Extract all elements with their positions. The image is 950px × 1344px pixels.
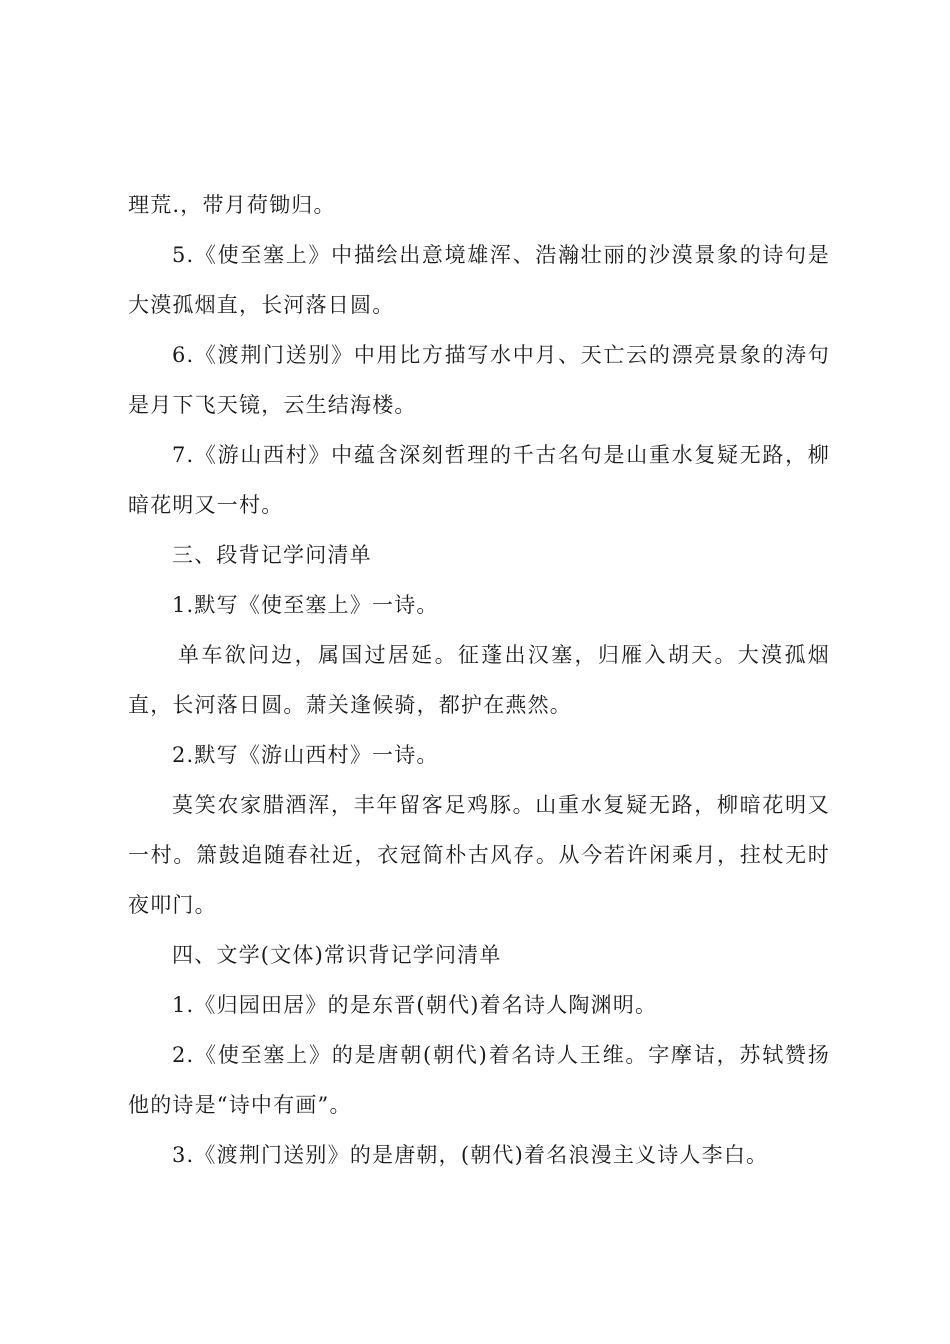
paragraph-dictation-2: 2.默写《游山西村》一诗。 <box>172 743 439 767</box>
paragraph-item-5: 5.《使至塞上》中描绘出意境雄浑、浩瀚壮丽的沙漠景象的诗句是大漠孤烟直，长河落日圆。 <box>128 243 830 317</box>
paragraph-literature-3: 3.《渡荆门送别》的是唐朝，(朝代)着名浪漫主义诗人李白。 <box>172 1143 769 1167</box>
paragraph-item-6: 6.《渡荆门送别》中用比方描写水中月、天亡云的漂亮景象的涛句是月下飞天镜，云生结海楼。 <box>128 343 830 417</box>
paragraph-continuation: 理荒.，带月荷锄归。 <box>128 193 336 217</box>
paragraph-dictation-1: 1.默写《使至塞上》一诗。 <box>172 593 439 617</box>
section-heading-3: 三、段背记学问清单 <box>172 543 372 567</box>
poem-text-2: 莫笑农家腊酒浑，丰年留客足鸡豚。山重水复疑无路，柳暗花明又一村。箫鼓追随春社近，衣冠简朴古风存。从今若许闲乘月，拄杖无时夜叩门。 <box>128 793 830 917</box>
section-heading-4: 四、文学(文体)常识背记学问清单 <box>172 943 502 967</box>
document-body <box>128 180 830 1180</box>
paragraph-literature-1: 1.《归园田居》的是东晋(朝代)着名诗人陶渊明。 <box>172 993 658 1017</box>
paragraph-item-7: 7.《游山西村》中蕴含深刻哲理的千古名句是山重水复疑无路，柳暗花明又一村。 <box>128 443 830 517</box>
poem-text-1: 单车欲问边，属国过居延。征蓬出汉塞，归雁入胡天。大漠孤烟直，长河落日圆。萧关逢候骑，都护在燕然。 <box>128 643 830 717</box>
paragraph-literature-2: 2.《使至塞上》的是唐朝(朝代)着名诗人王维。字摩诘，苏轼赞扬他的诗是“诗中有画”。 <box>128 1043 830 1117</box>
